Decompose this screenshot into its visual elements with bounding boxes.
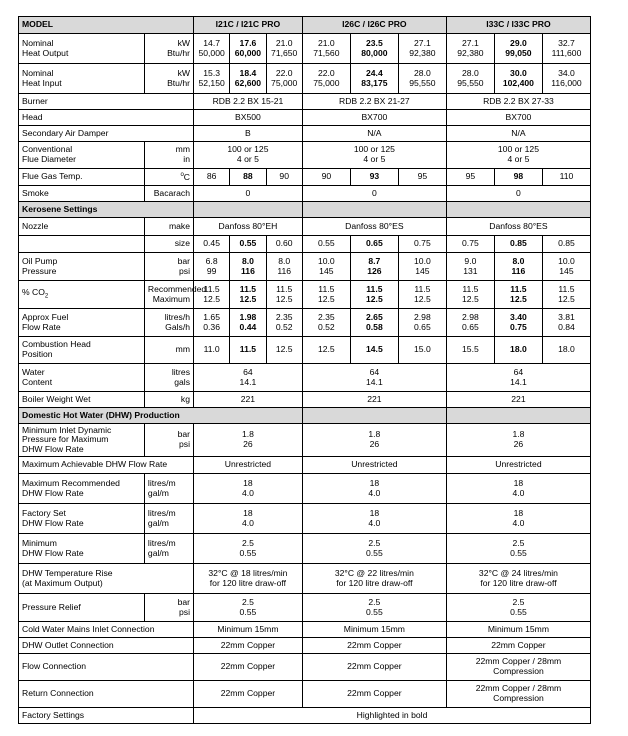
oil-pump-label: Oil Pump Pressure (19, 253, 145, 281)
model-header: MODEL (19, 17, 194, 34)
cell: 98 (494, 169, 542, 186)
cell: 2.5 0.55 (446, 594, 590, 622)
cell: 18 4.0 (446, 474, 590, 504)
smoke-unit: Bacarach (144, 186, 193, 202)
smoke-row (19, 186, 591, 202)
burner-row (19, 94, 591, 110)
cell: 22mm Copper (302, 638, 446, 654)
cell: BX500 (194, 110, 303, 126)
cell (446, 408, 590, 424)
oil-pump-row (19, 253, 591, 281)
heat-input-row (19, 64, 591, 94)
cell: 18 4.0 (446, 504, 590, 534)
head-label: Head (19, 110, 194, 126)
cell: 1.8 26 (446, 424, 590, 457)
cell: 0.75 (398, 236, 446, 253)
cell: 110 (542, 169, 590, 186)
cell: 1.8 26 (194, 424, 303, 457)
cell: 100 or 125 4 or 5 (446, 142, 590, 169)
cell: Danfoss 80°EH (194, 218, 303, 236)
cell: 9.0 131 (446, 253, 494, 281)
kerosene-header-row (19, 202, 591, 218)
cell: 11.5 12.5 (446, 281, 494, 309)
cell: Minimum 15mm (194, 622, 303, 638)
cell: 2.65 0.58 (350, 309, 398, 337)
cell: 2.98 0.65 (398, 309, 446, 337)
cell: 0.45 (194, 236, 230, 253)
cell: Minimum 15mm (446, 622, 590, 638)
cell: 18.0 (494, 337, 542, 364)
model-i26c: I26C / I26C PRO (302, 17, 446, 34)
cell: 18 4.0 (194, 504, 303, 534)
combustion-head-unit: mm (144, 337, 193, 364)
oil-pump-units: bar psi (144, 253, 193, 281)
min-inlet-label: Minimum Inlet Dynamic Pressure for Maximum DHW Flow Rate (19, 424, 145, 457)
flue-gas-unit: $^o$C (144, 169, 193, 186)
return-conn-label: Return Connection (19, 681, 194, 708)
cell: 11.0 (194, 337, 230, 364)
cell: 32°C @ 18 litres/min for 120 litre draw-off (194, 564, 303, 594)
dhw-outlet-label: DHW Outlet Connection (19, 638, 194, 654)
max-dhw-label: Maximum Achievable DHW Flow Rate (19, 457, 194, 474)
cell: 30.0 102,400 (494, 64, 542, 94)
cell: 22mm Copper (194, 654, 303, 681)
cell: 2.5 0.55 (446, 534, 590, 564)
weight-row (19, 392, 591, 408)
cell: N/A (446, 126, 590, 142)
max-rec-units: litres/m gal/m (144, 474, 193, 504)
cell: 1.98 0.44 (230, 309, 266, 337)
fuel-flow-units: litres/h Gals/h (144, 309, 193, 337)
water-units: litres gals (144, 364, 193, 392)
cell: 88 (230, 169, 266, 186)
flue-units: mm in (144, 142, 193, 169)
weight-unit: kg (144, 392, 193, 408)
heat-output-label: Nominal Heat Output (19, 34, 145, 64)
cell: 0 (194, 186, 303, 202)
cell: 12.5 (302, 337, 350, 364)
cold-water-row (19, 622, 591, 638)
cell: 22mm Copper / 28mm Compression (446, 654, 590, 681)
header-row (19, 17, 591, 34)
cell: BX700 (302, 110, 446, 126)
heat-input-label: Nominal Heat Input (19, 64, 145, 94)
cell: 221 (194, 392, 303, 408)
cell: 0.60 (266, 236, 302, 253)
water-label: Water Content (19, 364, 145, 392)
cell: 221 (446, 392, 590, 408)
cell: 90 (266, 169, 302, 186)
cell: 15.0 (398, 337, 446, 364)
co2-row (19, 281, 591, 309)
cell: 6.8 99 (194, 253, 230, 281)
cell: 90 (302, 169, 350, 186)
flow-conn-row (19, 654, 591, 681)
cell: 86 (194, 169, 230, 186)
min-inlet-units: bar psi (144, 424, 193, 457)
flue-gas-row (19, 169, 591, 186)
cell: 22mm Copper / 28mm Compression (446, 681, 590, 708)
smoke-label: Smoke (19, 186, 145, 202)
cell: 1.65 0.36 (194, 309, 230, 337)
head-row (19, 110, 591, 126)
heat-input-units: kW Btu/hr (144, 64, 193, 94)
cell: 18 4.0 (194, 474, 303, 504)
cell: 11.5 12.5 (230, 281, 266, 309)
dhw-outlet-row (19, 638, 591, 654)
cell: 22.0 75,000 (266, 64, 302, 94)
cell: 14.7 50,000 (194, 34, 230, 64)
cell: 0.85 (542, 236, 590, 253)
cell: 22mm Copper (194, 681, 303, 708)
model-i33c: I33C / I33C PRO (446, 17, 590, 34)
cell: B (194, 126, 303, 142)
cell: 15.3 52,150 (194, 64, 230, 94)
cell: 24.4 83,175 (350, 64, 398, 94)
cell: 29.0 99,050 (494, 34, 542, 64)
cell: 32°C @ 24 litres/min for 120 litre draw-off (446, 564, 590, 594)
factory-settings-label: Factory Settings (19, 708, 194, 724)
cell: 8.0 116 (494, 253, 542, 281)
cell: 23.5 80,000 (350, 34, 398, 64)
combustion-head-label: Combustion Head Position (19, 337, 145, 364)
cell: 95 (446, 169, 494, 186)
temp-rise-row (19, 564, 591, 594)
cell (446, 202, 590, 218)
cell: 10.0 145 (542, 253, 590, 281)
combustion-head-row (19, 337, 591, 364)
cell: 27.1 92,380 (446, 34, 494, 64)
cell: 0.55 (230, 236, 266, 253)
minimum-units: litres/m gal/m (144, 534, 193, 564)
cell: 3.40 0.75 (494, 309, 542, 337)
factory-set-units: litres/m gal/m (144, 504, 193, 534)
cell: 93 (350, 169, 398, 186)
max-rec-row (19, 474, 591, 504)
cell: 22mm Copper (302, 654, 446, 681)
cell: Minimum 15mm (302, 622, 446, 638)
fuel-flow-row (19, 309, 591, 337)
cell (19, 236, 145, 253)
cell: 0.75 (446, 236, 494, 253)
cell: 2.5 0.55 (194, 534, 303, 564)
nozzle-label: Nozzle (19, 218, 145, 236)
cell: 28.0 95,550 (398, 64, 446, 94)
dhw-header-row (19, 408, 591, 424)
cell (194, 202, 303, 218)
cell: 12.5 (266, 337, 302, 364)
cell: 11.5 (230, 337, 266, 364)
factory-set-label: Factory Set DHW Flow Rate (19, 504, 145, 534)
flow-conn-label: Flow Connection (19, 654, 194, 681)
cell: 64 14.1 (194, 364, 303, 392)
minimum-label: Minimum DHW Flow Rate (19, 534, 145, 564)
cell: RDB 2.2 BX 15-21 (194, 94, 303, 110)
cell: 21.0 71,560 (302, 34, 350, 64)
cell: 17.6 60,000 (230, 34, 266, 64)
temp-rise-label: DHW Temperature Rise (at Maximum Output) (19, 564, 194, 594)
flue-label: Conventional Flue Diameter (19, 142, 145, 169)
cell: 22mm Copper (446, 638, 590, 654)
model-i21c: I21C / I21C PRO (194, 17, 303, 34)
cell: 3.81 0.84 (542, 309, 590, 337)
cell: 0 (302, 186, 446, 202)
weight-label: Boiler Weight Wet (19, 392, 145, 408)
cell: 28.0 95,550 (446, 64, 494, 94)
cell: BX700 (446, 110, 590, 126)
cell: 15.5 (446, 337, 494, 364)
cell: 2.35 0.52 (266, 309, 302, 337)
cell: 18.0 (542, 337, 590, 364)
cell: 0.65 (350, 236, 398, 253)
cell: 11.5 12.5 (350, 281, 398, 309)
cold-water-label: Cold Water Mains Inlet Connection (19, 622, 194, 638)
pressure-relief-row (19, 594, 591, 622)
flue-gas-label: Flue Gas Temp. (19, 169, 145, 186)
cell: 11.5 12.5 (398, 281, 446, 309)
cell: 95 (398, 169, 446, 186)
cell: 18.4 62,600 (230, 64, 266, 94)
secondary-air-row (19, 126, 591, 142)
spec-table (18, 16, 591, 724)
pressure-relief-units: bar psi (144, 594, 193, 622)
cell: 64 14.1 (302, 364, 446, 392)
cell (302, 408, 446, 424)
cell: N/A (302, 126, 446, 142)
minimum-row (19, 534, 591, 564)
cell: 32.7 111,600 (542, 34, 590, 64)
co2-label: % $CO_2$ (19, 281, 145, 309)
cell: 100 or 125 4 or 5 (302, 142, 446, 169)
cell: 27.1 92,380 (398, 34, 446, 64)
cell: 0 (446, 186, 590, 202)
heat-output-row (19, 34, 591, 64)
cell: 100 or 125 4 or 5 (194, 142, 303, 169)
max-rec-label: Maximum Recommended DHW Flow Rate (19, 474, 145, 504)
nozzle-size-unit: size (144, 236, 193, 253)
cell: 2.5 0.55 (302, 594, 446, 622)
cell: 22.0 75,000 (302, 64, 350, 94)
burner-label: Burner (19, 94, 194, 110)
cell: 22mm Copper (194, 638, 303, 654)
dhw-title: Domestic Hot Water (DHW) Production (19, 408, 303, 424)
cell: 14.5 (350, 337, 398, 364)
fuel-flow-label: Approx Fuel Flow Rate (19, 309, 145, 337)
cell: RDB 2.2 BX 21-27 (302, 94, 446, 110)
flue-row (19, 142, 591, 169)
cell: 0.85 (494, 236, 542, 253)
factory-set-row (19, 504, 591, 534)
cell: 8.0 116 (230, 253, 266, 281)
cell: 10.0 145 (398, 253, 446, 281)
cell: 2.98 0.65 (446, 309, 494, 337)
cell: 11.5 12.5 (542, 281, 590, 309)
cell: 34.0 116,000 (542, 64, 590, 94)
cell: 10.0 145 (302, 253, 350, 281)
heat-output-units: kW Btu/hr (144, 34, 193, 64)
cell: 11.5 12.5 (194, 281, 230, 309)
nozzle-make-row (19, 218, 591, 236)
min-inlet-row (19, 424, 591, 457)
water-row (19, 364, 591, 392)
cell: Unrestricted (194, 457, 303, 474)
factory-settings-row (19, 708, 591, 724)
cell: 11.5 12.5 (302, 281, 350, 309)
cell: 21.0 71,650 (266, 34, 302, 64)
return-conn-row (19, 681, 591, 708)
co2-units: Recommended Maximum (144, 281, 193, 309)
cell: Danfoss 80°ES (446, 218, 590, 236)
cell: 0.55 (302, 236, 350, 253)
kerosene-title: Kerosene Settings (19, 202, 194, 218)
cell: 11.5 12.5 (266, 281, 302, 309)
cell: Unrestricted (446, 457, 590, 474)
cell (302, 202, 446, 218)
cell: 1.8 26 (302, 424, 446, 457)
cell: Danfoss 80°ES (302, 218, 446, 236)
cell: 8.0 116 (266, 253, 302, 281)
nozzle-make-unit: make (144, 218, 193, 236)
cell: 8.7 126 (350, 253, 398, 281)
cell: 2.5 0.55 (194, 594, 303, 622)
cell: 2.35 0.52 (302, 309, 350, 337)
cell: 18 4.0 (302, 504, 446, 534)
cell: 22mm Copper (302, 681, 446, 708)
cell: Unrestricted (302, 457, 446, 474)
nozzle-size-row (19, 236, 591, 253)
cell: 18 4.0 (302, 474, 446, 504)
pressure-relief-label: Pressure Relief (19, 594, 145, 622)
cell: 64 14.1 (446, 364, 590, 392)
cell: 32°C @ 22 litres/min for 120 litre draw-off (302, 564, 446, 594)
max-dhw-row (19, 457, 591, 474)
cell: RDB 2.2 BX 27-33 (446, 94, 590, 110)
secondary-air-label: Secondary Air Damper (19, 126, 194, 142)
cell: 2.5 0.55 (302, 534, 446, 564)
factory-settings-note: Highlighted in bold (194, 708, 591, 724)
cell: 11.5 12.5 (494, 281, 542, 309)
cell: 221 (302, 392, 446, 408)
